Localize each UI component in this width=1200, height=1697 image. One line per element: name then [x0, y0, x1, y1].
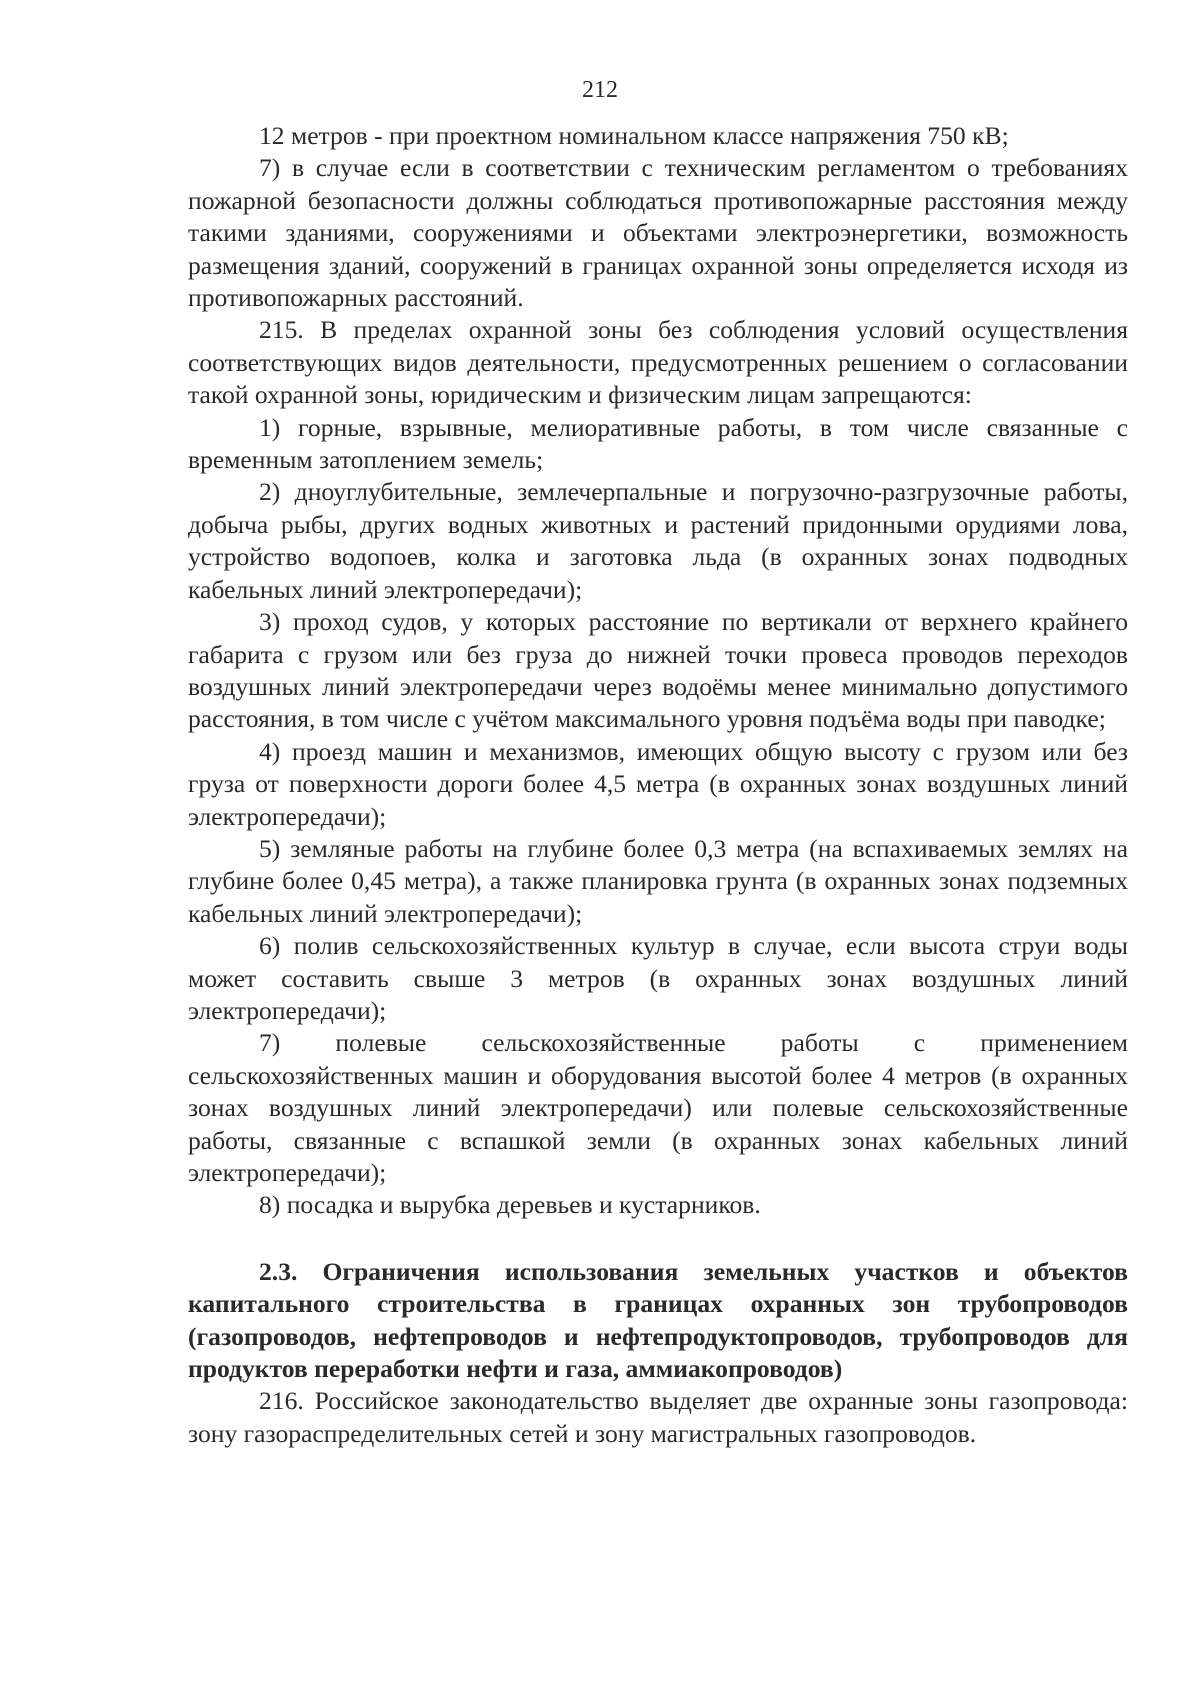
section-heading-2-3: 2.3. Ограничения использования земельных участков и объектов капитального строительства в границах охранных зон трубопроводов (газопроводов, нефтепроводов и нефтепродуктопроводов, трубопроводов для продуктов переработки нефти и газа, аммиакопроводов)	[188, 1256, 1128, 1384]
list-item-5: 5) земляные работы на глубине более 0,3 метра (на вспахиваемых землях на глубине более 0,45 метра), а также планировка грунта (в охранных зонах подземных кабельных линий электропередачи);	[188, 833, 1128, 928]
list-item-8: 8) посадка и вырубка деревьев и кустарников.	[259, 1190, 761, 1220]
list-item-4: 4) проезд машин и механизмов, имеющих общую высоту с грузом или без груза от поверхности дороги более 4,5 метра (в охранных зонах воздушных линий электропередачи);	[188, 736, 1128, 831]
list-item-3: 3) проход судов, у которых расстояние по вертикали от верхнего крайнего габарита с грузом или без груза до нижней точки провеса проводов переходов воздушных линий электропередачи через водоёмы менее минимально допустимого расстояния, в том числе с учётом максимального уровня подъёма воды при паводке;	[188, 607, 1128, 734]
document-body	[188, 120, 1128, 1450]
list-item-7: 7) полевые сельскохозяйственные работы с применением сельскохозяйственных машин и оборудования высотой более 4 метров (в охранных зонах воздушных линий электропередачи) или полевые сельскохозяйственные работы, связанные с вспашкой земли (в охранных зонах кабельных линий электропередачи);	[188, 1028, 1128, 1187]
paragraph-750kv-distance: 12 метров - при проектном номинальном классе напряжения 750 кВ;	[259, 121, 1009, 150]
list-item-6: 6) полив сельскохозяйственных культур в случае, если высота струи воды может составить свыше 3 метров (в охранных зонах воздушных линий электропередачи);	[188, 931, 1128, 1025]
list-item-1: 1) горные, взрывные, мелиоративные работы, в том числе связанные с временным затоплением земель;	[188, 412, 1128, 475]
paragraph-215: 215. В пределах охранной зоны без соблюдения условий осуществления соответствующих видов деятельности, предусмотренных решением о согласовании такой охранной зоны, юридическим и физическим лицам запрещаются:	[188, 315, 1128, 410]
list-item-2: 2) дноуглубительные, землечерпальные и погрузочно-разгрузочные работы, добыча рыбы, других водных животных и растений придонными орудиями лова, устройство водопоев, колка и заготовка льда (в охранных зонах подводных кабельных линий электропередачи);	[188, 477, 1128, 604]
paragraph-216: 216. Российское законодательство выделяет две охранные зоны газопровода: зону газораспределительных сетей и зону магистральных газопроводов.	[188, 1386, 1128, 1448]
paragraph-item-7-fire-distances: 7) в случае если в соответствии с техническим регламентом о требованиях пожарной безопасности должны соблюдаться противопожарные расстояния между такими зданиями, сооружениями и объектами электроэнергетики, возможность размещения зданий, сооружений в границах охранной зоны определяется исходя из противопожарных расстояний.	[188, 153, 1128, 313]
page-number: 212	[582, 77, 618, 103]
